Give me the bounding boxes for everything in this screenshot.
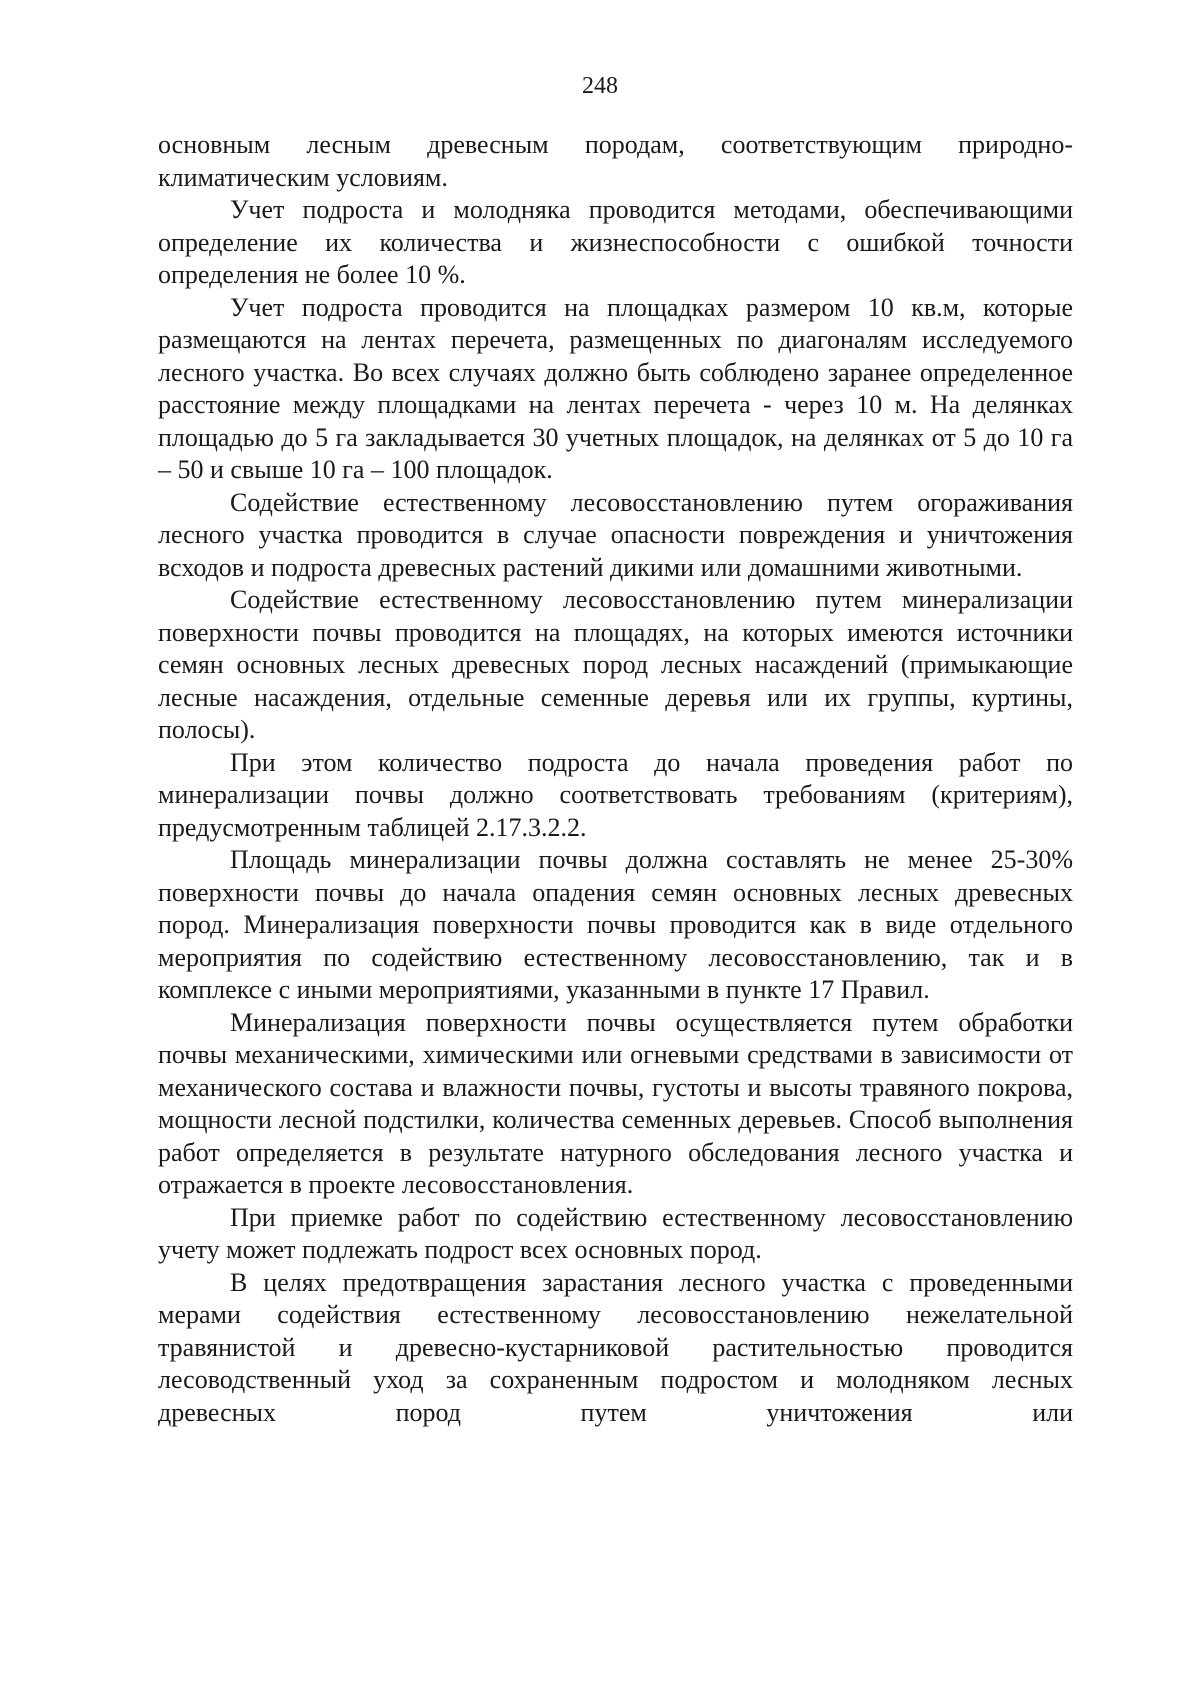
paragraph-sample-plots: Учет подроста проводится на площадках размером 10 кв.м, которые размещаются на лентах перечета, размещенных по диагоналям исследуемого лесного участка. Во всех случаях должно быть соблюдено заранее определенное расстояние между площадками на лентах перечета - через 10 м. На делянках площадью до 5 га закладывается 30 учетных площадок, на делянках от 5 до 10 га – 50 и свыше 10 га – 100 площадок.	[158, 292, 1073, 484]
paragraph-silvicultural-care: В целях предотвращения зарастания лесного участка с проведенными мерами содействия естественному лесовосстановлению нежелательной травянистой и древесно-кустарниковой растительностью проводится лесоводственный уход за сохраненным подростом и молодняком лесных древесных пород путем уничтожения или	[158, 1267, 1073, 1427]
paragraph-fencing: Содействие естественному лесовосстановлению путем огораживания лесного участка проводится в случае опасности повреждения и уничтожения всходов и подроста древесных растений дикими или домашними животными.	[158, 487, 1073, 582]
paragraph-mineralization-area: Площадь минерализации почвы должна составлять не менее 25-30% поверхности почвы до начала опадения семян основных лесных древесных пород. Минерализация поверхности почвы проводится как в виде отдельного мероприятия по содействию естественному лесовосстановлению, так и в комплексе с иными мероприятиями, указанными в пункте 17 Правил.	[158, 845, 1073, 1004]
paragraph-undergrowth-accounting-methods: Учет подроста и молодняка проводится методами, обеспечивающими определение их количества и жизнеспособности с ошибкой точности определения не более 10 %.	[158, 195, 1073, 289]
paragraph-continuation: основным лесным древесным породам, соответствующим природно-климатическим условиям.	[158, 130, 1073, 192]
document-body	[158, 129, 1073, 1429]
paragraph-undergrowth-requirements: При этом количество подроста до начала проведения работ по минерализации почвы должно соответствовать требованиям (критериям), предусмотренным таблицей 2.17.3.2.2.	[158, 747, 1073, 842]
paragraph-mineralization-conditions: Содействие естественному лесовосстановлению путем минерализации поверхности почвы проводится на площадях, на которых имеются источники семян основных лесных древесных пород лесных насаждений (примыкающие лесные насаждения, отдельные семенные деревья или их группы, куртины, полосы).	[158, 585, 1073, 744]
paragraph-mineralization-methods: Минерализация поверхности почвы осуществляется путем обработки почвы механическими, химическими или огневыми средствами в зависимости от механического состава и влажности почвы, густоты и высоты травяного покрова, мощности лесной подстилки, количества семенных деревьев. Способ выполнения работ определяется в результате натурного обследования лесного участка и отражается в проекте лесовосстановления.	[158, 1007, 1073, 1199]
page-number: 248	[582, 73, 618, 99]
paragraph-acceptance: При приемке работ по содействию естественному лесовосстановлению учету может подлежать подрост всех основных пород.	[158, 1202, 1073, 1264]
